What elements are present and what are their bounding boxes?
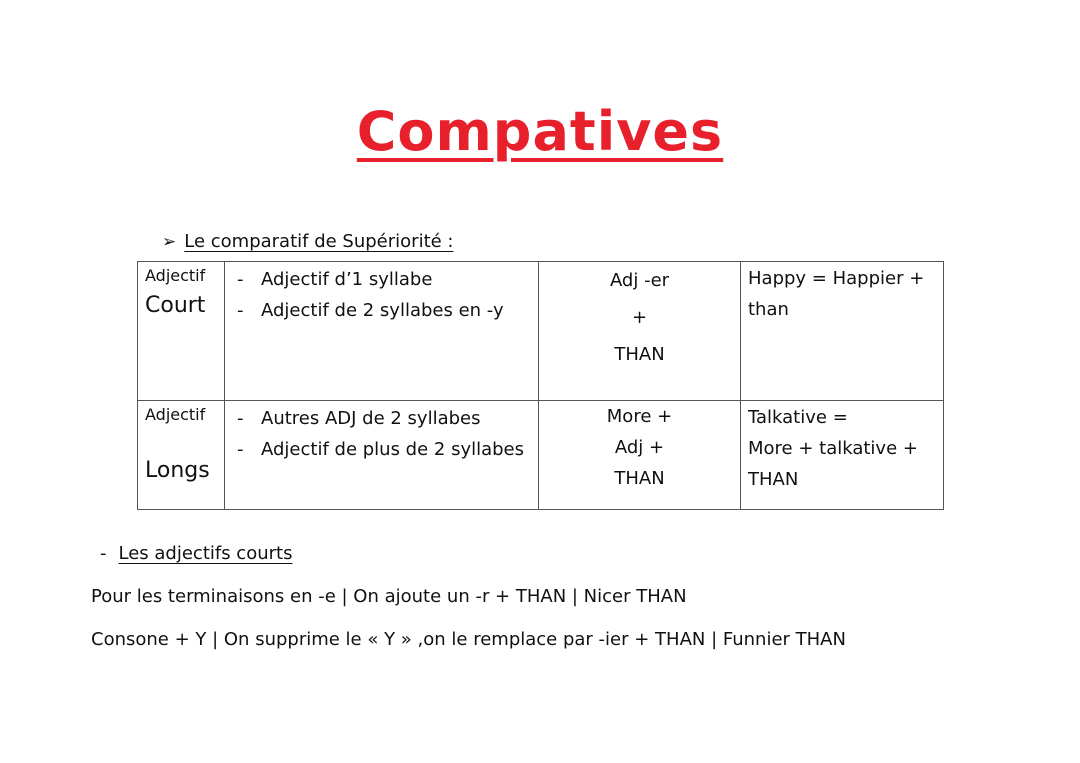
example-cell xyxy=(741,401,944,510)
formula-cell xyxy=(539,401,741,510)
formula-line: THAN xyxy=(614,344,665,365)
list-item: - Adjectif d’1 syllabe xyxy=(237,264,538,295)
arrow-bullet-icon: ➢ xyxy=(162,232,177,252)
category-cell xyxy=(138,262,225,401)
criteria-cell xyxy=(225,262,539,401)
category-label: Adjectif xyxy=(145,405,206,424)
page-title: Compatives xyxy=(356,100,724,163)
comparative-table xyxy=(137,261,944,510)
section-heading: ➢ Le comparatif de Supériorité : xyxy=(162,231,454,252)
category-cell xyxy=(138,401,225,510)
category-label: Adjectif xyxy=(145,266,206,285)
example-line: THAN xyxy=(748,469,799,490)
formula-line: THAN xyxy=(614,468,665,489)
formula-line: + xyxy=(631,307,648,328)
table-row xyxy=(138,401,944,510)
table-row xyxy=(138,262,944,401)
example-line: More + talkative + xyxy=(748,438,918,459)
example-cell xyxy=(741,262,944,401)
dash-bullet: - xyxy=(100,543,107,564)
category-name: Court xyxy=(145,293,206,318)
example-line: than xyxy=(748,299,789,320)
formula-line: Adj -er xyxy=(609,270,670,291)
formula-line: More + xyxy=(606,406,673,427)
list-item: - Autres ADJ de 2 syllabes xyxy=(237,403,538,434)
formula-cell xyxy=(539,262,741,401)
category-name: Longs xyxy=(145,458,210,483)
rule-line: Consone + Y | On supprime le « Y » ,on le remplace par -ier + THAN | Funnier THAN xyxy=(91,629,846,650)
list-item: - Adjectif de plus de 2 syllabes xyxy=(237,434,538,465)
criteria-cell xyxy=(225,401,539,510)
example-line: Happy = Happier + xyxy=(748,268,925,289)
example-line: Talkative = xyxy=(748,407,848,428)
formula-line: Adj + xyxy=(614,437,665,458)
list-item: - Adjectif de 2 syllabes en -y xyxy=(237,295,538,326)
rule-line: Pour les terminaisons en -e | On ajoute un -r + THAN | Nicer THAN xyxy=(91,586,687,607)
sub-heading: - Les adjectifs courts xyxy=(100,543,293,564)
